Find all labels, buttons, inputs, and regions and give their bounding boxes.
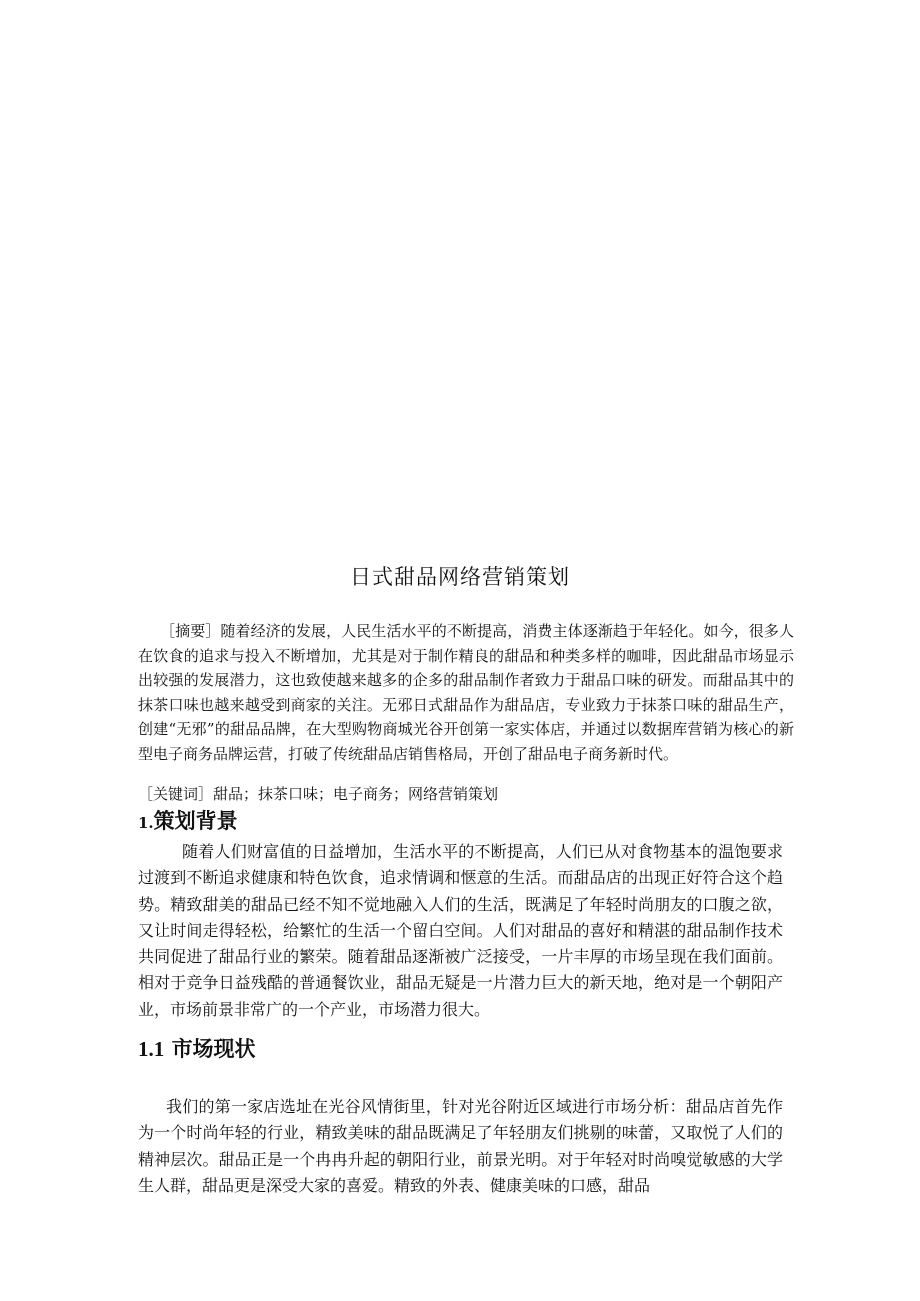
section-1-heading xyxy=(138,805,238,839)
section-1-title: 策划背景 xyxy=(153,808,238,833)
section-1-1-title: 市场现状 xyxy=(171,1036,256,1061)
abstract-paragraph: ［摘要］随着经济的发展，人民生活水平的不断提高，消费主体逐渐趋于年轻化。如今，很多人在饮食的追求与投入不断增加，尤其是对于制作精良的甜品和种类多样的咖啡，因此甜品市场显示出较强的发展潜力，这也致使越来越多的企多的甜品制作者致力于甜品口味的研发。而甜品其中的抹茶口味也越来越受到商家的关注。无邪日式甜品作为甜品店，专业致力于抹茶口味的甜品生产，创建“无邪”的甜品品牌，在大型购物商城光谷开创第一家实体店，并通过以数据库营销为核心的新型电子商务品牌运营，打破了传统甜品店销售格局，开创了甜品电子商务新时代。 xyxy=(138,622,794,763)
keywords-line: ［关键词］甜品；抹茶口味；电子商务；网络营销策划 xyxy=(138,785,499,803)
section-1-paragraph: 随着人们财富值的日益增加，生活水平的不断提高，人们已从对食物基本的温饱要求过渡到不断追求健康和特色饮食，追求情调和惬意的生活。而甜品店的出现正好符合这个趋势。精致甜美的甜品已经不知不觉地融入人们的生活，既满足了年轻时尚朋友的口腹之欲，又让时间走得轻松，给繁忙的生活一个留白空间。人们对甜品的喜好和精湛的甜品制作技术共同促进了甜品行业的繁荣。随着甜品逐渐被广泛接受，一片丰厚的市场呈现在我们面前。相对于竞争日益残酷的普通餐饮业，甜品无疑是一片潜力巨大的新天地，绝对是一个朝阳产业，市场前景非常广的一个产业，市场潜力很大。 xyxy=(138,842,783,1019)
document-title: 日式甜品网络营销策划 xyxy=(350,565,570,589)
section-1-1-paragraph: 我们的第一家店选址在光谷风情街里，针对光谷附近区域进行市场分析：甜品店首先作为一个时尚年轻的行业，精致美味的甜品既满足了年轻朋友们挑剔的味蕾，又取悦了人们的精神层次。甜品正是一个冉冉升起的朝阳行业，前景光明。对于年轻对时尚嗅觉敏感的大学生人群，甜品更是深受大家的喜爱。精致的外表、健康美味的口感，甜品 xyxy=(138,1097,783,1195)
section-1-1-number: 1.1 xyxy=(138,1037,165,1061)
section-1-1-heading xyxy=(138,1032,256,1066)
section-1-number: 1. xyxy=(138,814,154,832)
